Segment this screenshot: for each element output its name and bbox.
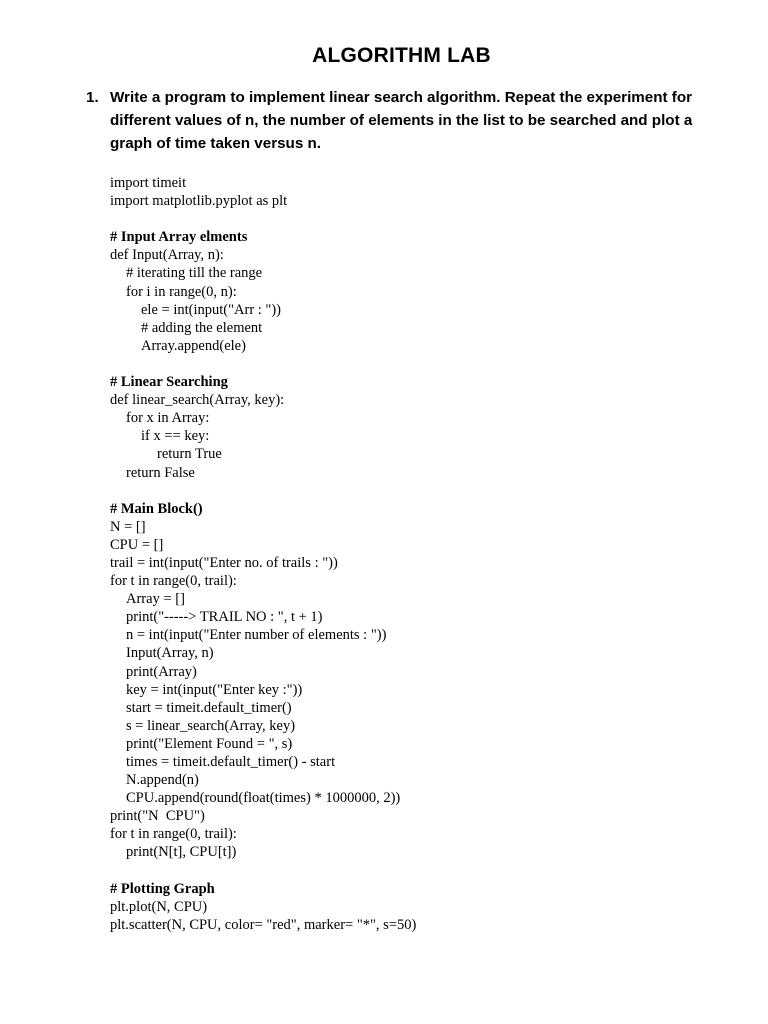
- question-line: graph of time taken versus n.: [110, 135, 321, 152]
- question-line: different values of n, the number of elements in the list to be searched and plot a: [110, 112, 693, 129]
- code-line: N = []: [110, 518, 146, 535]
- code-listing: [110, 174, 416, 934]
- code-line: import matplotlib.pyplot as plt: [110, 193, 288, 210]
- code-line: plt.scatter(N, CPU, color= "red", marker= "*", s=50): [110, 916, 417, 933]
- code-comment-line: # Linear Searching: [110, 374, 228, 391]
- question-number: 1.: [86, 89, 99, 106]
- code-line: print("N CPU"): [110, 808, 205, 825]
- code-comment-line: # Plotting Graph: [110, 880, 215, 897]
- code-line: plt.plot(N, CPU): [110, 898, 208, 915]
- code-line: for x in Array:: [126, 410, 210, 427]
- code-blank-line: [110, 482, 416, 500]
- code-line: print("-----> TRAIL NO : ", t + 1): [126, 609, 323, 626]
- code-line: import timeit: [110, 175, 187, 191]
- code-line: ele = int(input("Arr : ")): [141, 301, 282, 318]
- code-line: print(N[t], CPU[t]): [126, 844, 237, 861]
- code-line: def linear_search(Array, key):: [110, 392, 285, 409]
- code-line: def Input(Array, n):: [110, 247, 224, 264]
- code-blank-line: [110, 355, 416, 373]
- code-line: return True: [157, 446, 222, 463]
- code-line: n = int(input("Enter number of elements : ")): [126, 627, 387, 644]
- code-line: times = timeit.default_timer() - start: [126, 754, 336, 770]
- code-line: CPU = []: [110, 536, 164, 553]
- code-line: N.append(n): [126, 772, 199, 789]
- code-line: Array = []: [126, 591, 185, 608]
- code-line: print(Array): [126, 663, 197, 680]
- code-line: CPU.append(round(float(times) * 1000000, 2)): [126, 790, 401, 807]
- code-line: s = linear_search(Array, key): [126, 717, 296, 734]
- code-line: # adding the element: [141, 319, 263, 336]
- code-blank-line: [110, 210, 416, 228]
- page-title: ALGORITHM LAB: [312, 44, 491, 67]
- code-line: # iterating till the range: [126, 265, 263, 282]
- code-blank-line: [110, 862, 416, 880]
- code-line: print("Element Found = ", s): [126, 735, 293, 752]
- code-comment-line: # Main Block(): [110, 500, 203, 517]
- code-line: return False: [126, 464, 195, 481]
- code-line: if x == key:: [141, 428, 210, 445]
- code-line: for t in range(0, trail):: [110, 826, 237, 843]
- question-text: [110, 86, 740, 155]
- question-line: Write a program to implement linear search algorithm. Repeat the experiment for: [110, 89, 693, 106]
- code-line: for t in range(0, trail):: [110, 573, 237, 590]
- code-line: key = int(input("Enter key :")): [126, 681, 303, 698]
- code-line: trail = int(input("Enter no. of trails : ")): [110, 554, 338, 571]
- code-line: Input(Array, n): [126, 645, 214, 662]
- code-line: start = timeit.default_timer(): [126, 699, 292, 716]
- code-line: for i in range(0, n):: [126, 283, 237, 300]
- code-comment-line: # Input Array elments: [110, 229, 248, 246]
- code-line: Array.append(ele): [141, 337, 246, 354]
